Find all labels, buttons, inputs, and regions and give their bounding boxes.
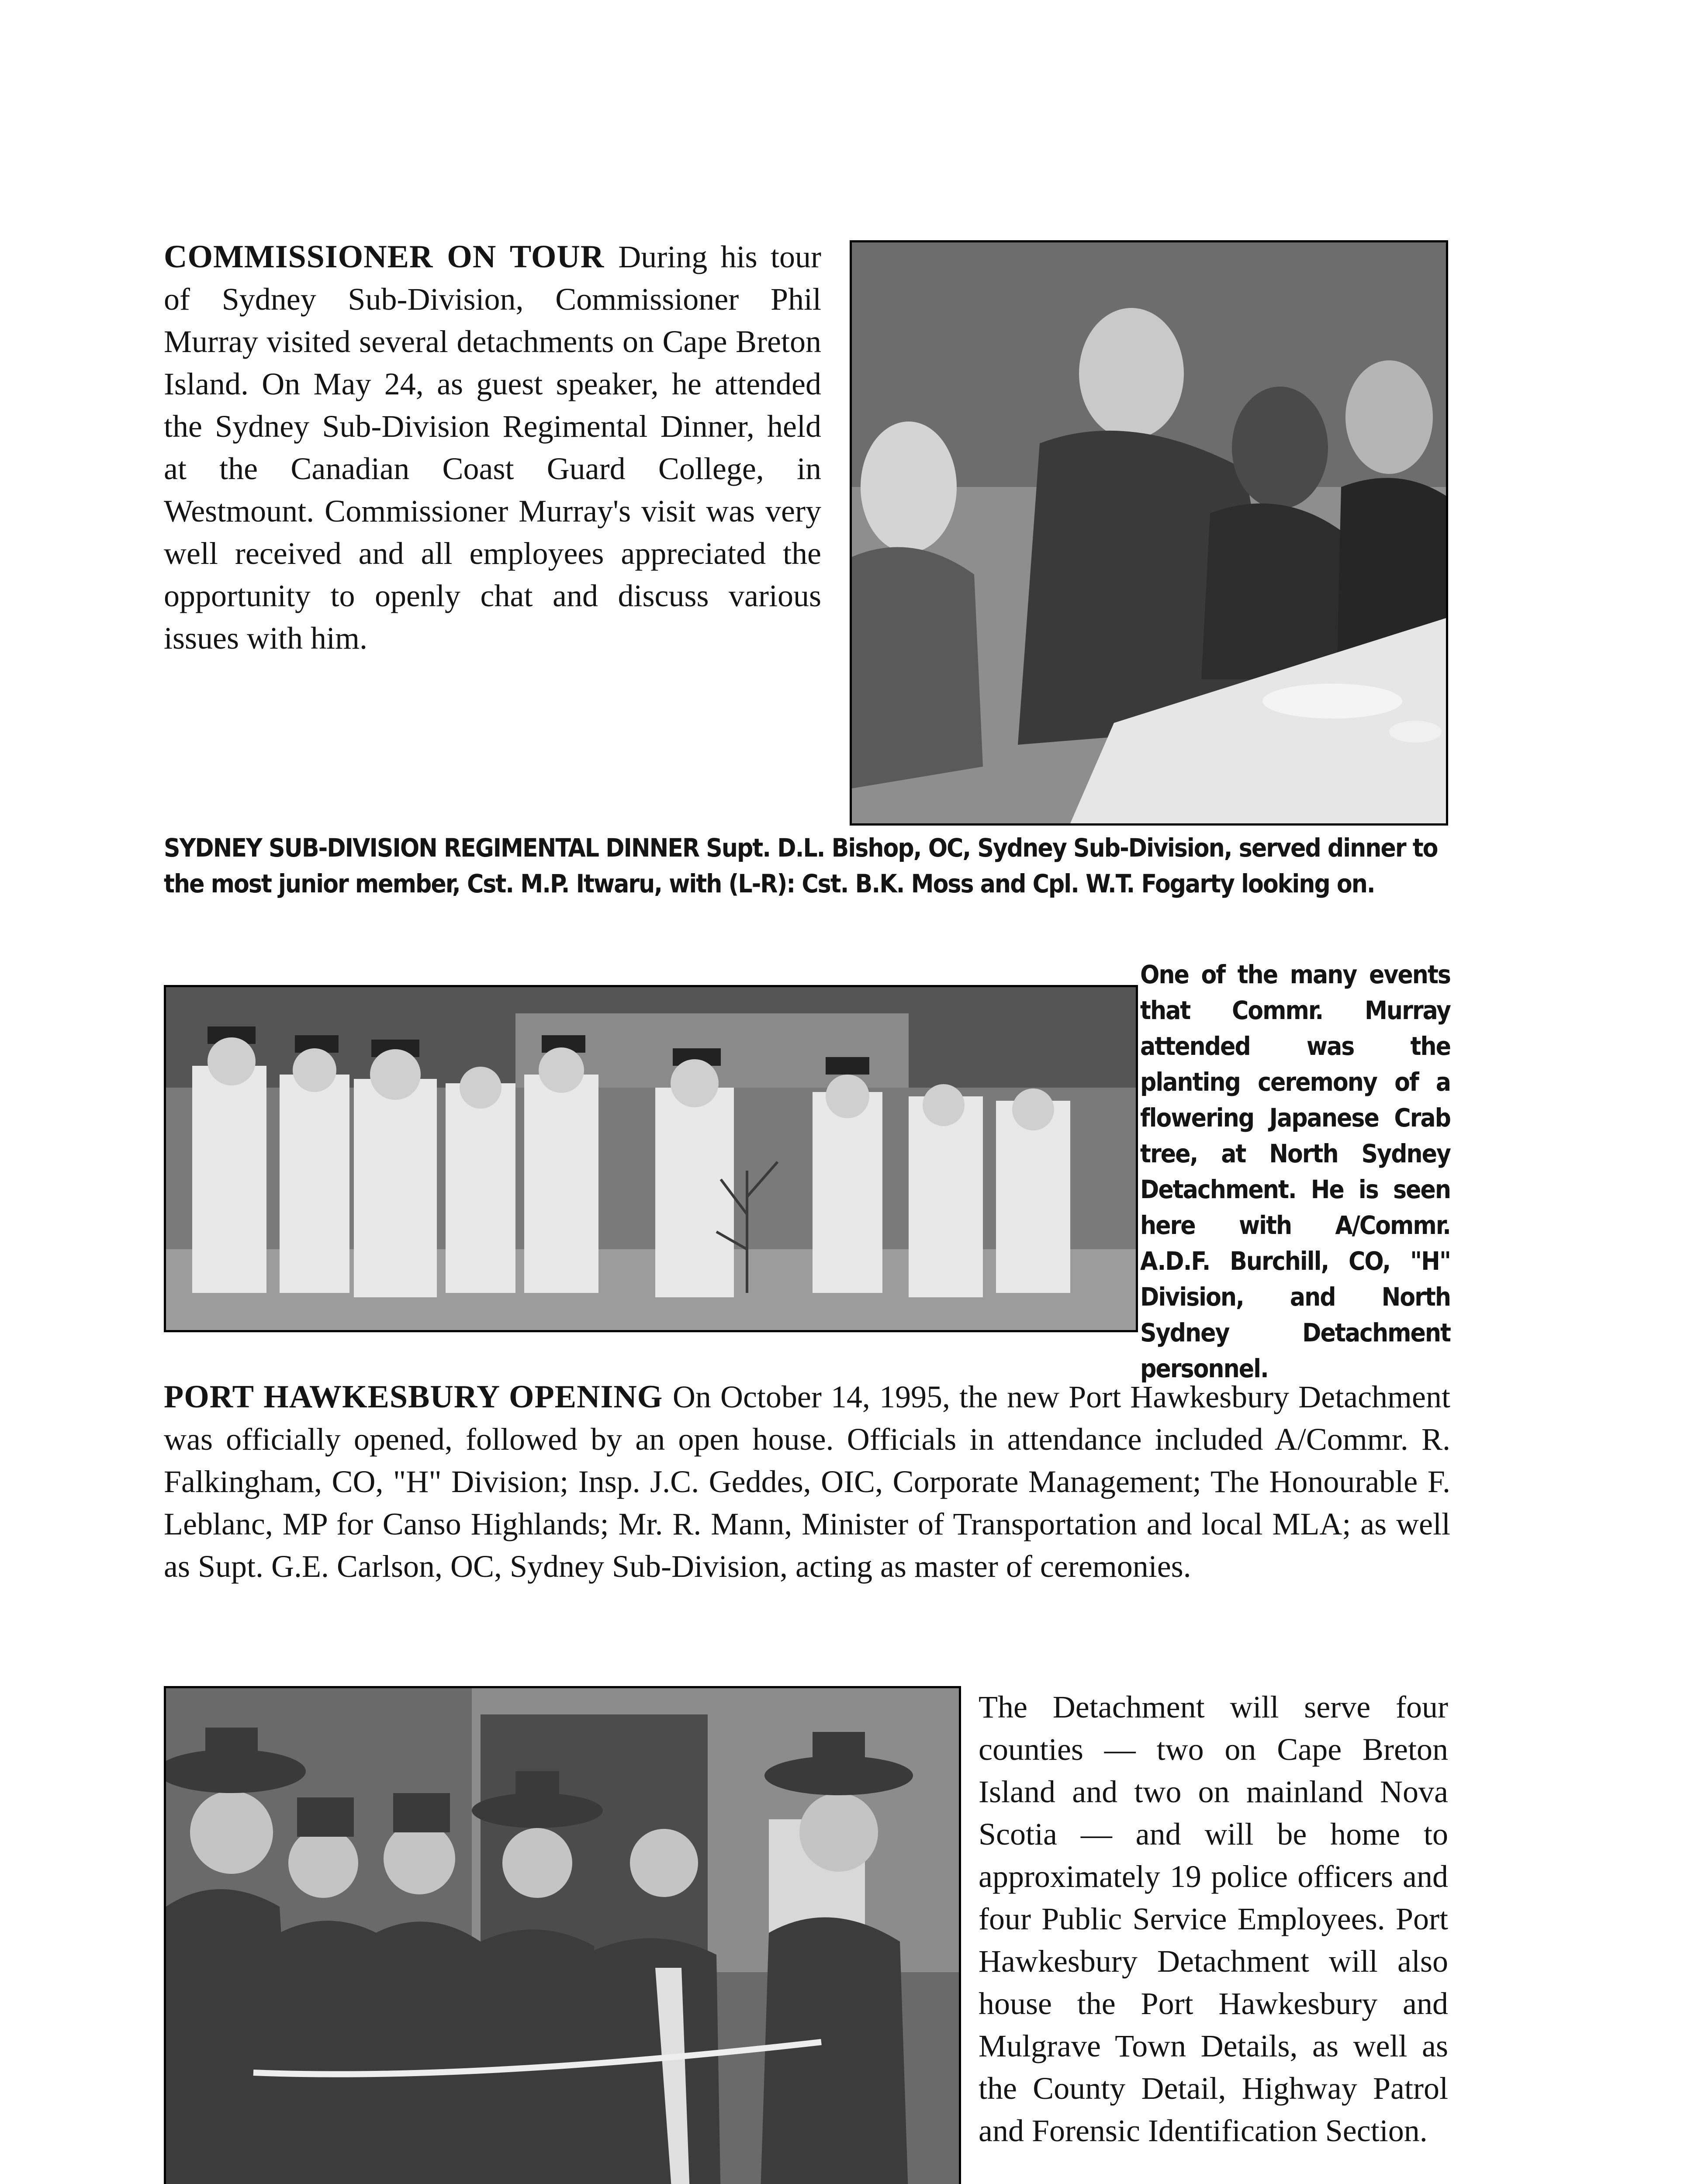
dinner-caption: SYDNEY SUB-DIVISION REGIMENTAL DINNER Supt. D.L. Bishop, OC, Sydney Sub-Division, served dinner to the most junior member, Cst. M.P. Itwaru, with (L-R): Cst. B.K. Moss and Cpl. W.T. Fogarty looking on. — [164, 833, 1438, 898]
tree-photo-image — [166, 987, 1136, 1330]
port-hawkesbury-article — [164, 1376, 1450, 1588]
dinner-photo-image — [852, 242, 1446, 823]
commissioner-article — [164, 236, 821, 660]
port-hawkesbury-heading: PORT HAWKESBURY OPENING — [164, 1379, 673, 1415]
opening-ceremony-photo — [164, 1686, 961, 2184]
detachment-article: The Detachment will serve four counties — two on Cape Breton Island and two on mainland Nova Scotia — and will be home to approximately 19 police officers and four Public Service Employees. Port Hawkesbury Detachment will also house the Port Hawkesbury and Mulgrave Town Details, as well as the County Detail, Highway Patrol and Forensic Identification Section. — [979, 1690, 1448, 2148]
commissioner-text: During his tour of Sydney Sub-Division, Commissioner Phil Murray visited several detachments on Cape Breton Island. On May 24, as guest speaker, he attended the Sydney Sub-Division Regimental Dinner, held at the Canadian Coast Guard College, in Westmount. Commissioner Murray's visit was very well received and all employees appreciated the opportunity to openly chat and discuss various issues with him. — [164, 239, 821, 656]
opening-photo-image — [166, 1688, 959, 2184]
regimental-dinner-photo — [850, 240, 1448, 826]
port-hawkesbury-text: On October 14, 1995, the new Port Hawkesbury Detachment was officially opened, followed by an open house. Officials in attendance included A/Commr. R. Falkingham, CO, "H" Division; Insp. J.C. Geddes, OIC, Corporate Management; The Honourable F. Leblanc, MP for Canso Highlands; Mr. R. Mann, Minister of Transportation and local MLA; as well as Supt. G.E. Carlson, OC, Sydney Sub-Division, acting as master of ceremonies. — [164, 1379, 1450, 1584]
tree-planting-caption: One of the many events that Commr. Murray attended was the planting ceremony of a flowering Japanese Crab tree, at North Sydney Detachment. He is seen here with A/Commr. A.D.F. Burchill, CO, "H" Division, and North Sydney Detachment personnel. — [1140, 960, 1450, 1383]
tree-planting-photo — [164, 985, 1138, 1332]
commissioner-heading: COMMISSIONER ON TOUR — [164, 239, 619, 275]
